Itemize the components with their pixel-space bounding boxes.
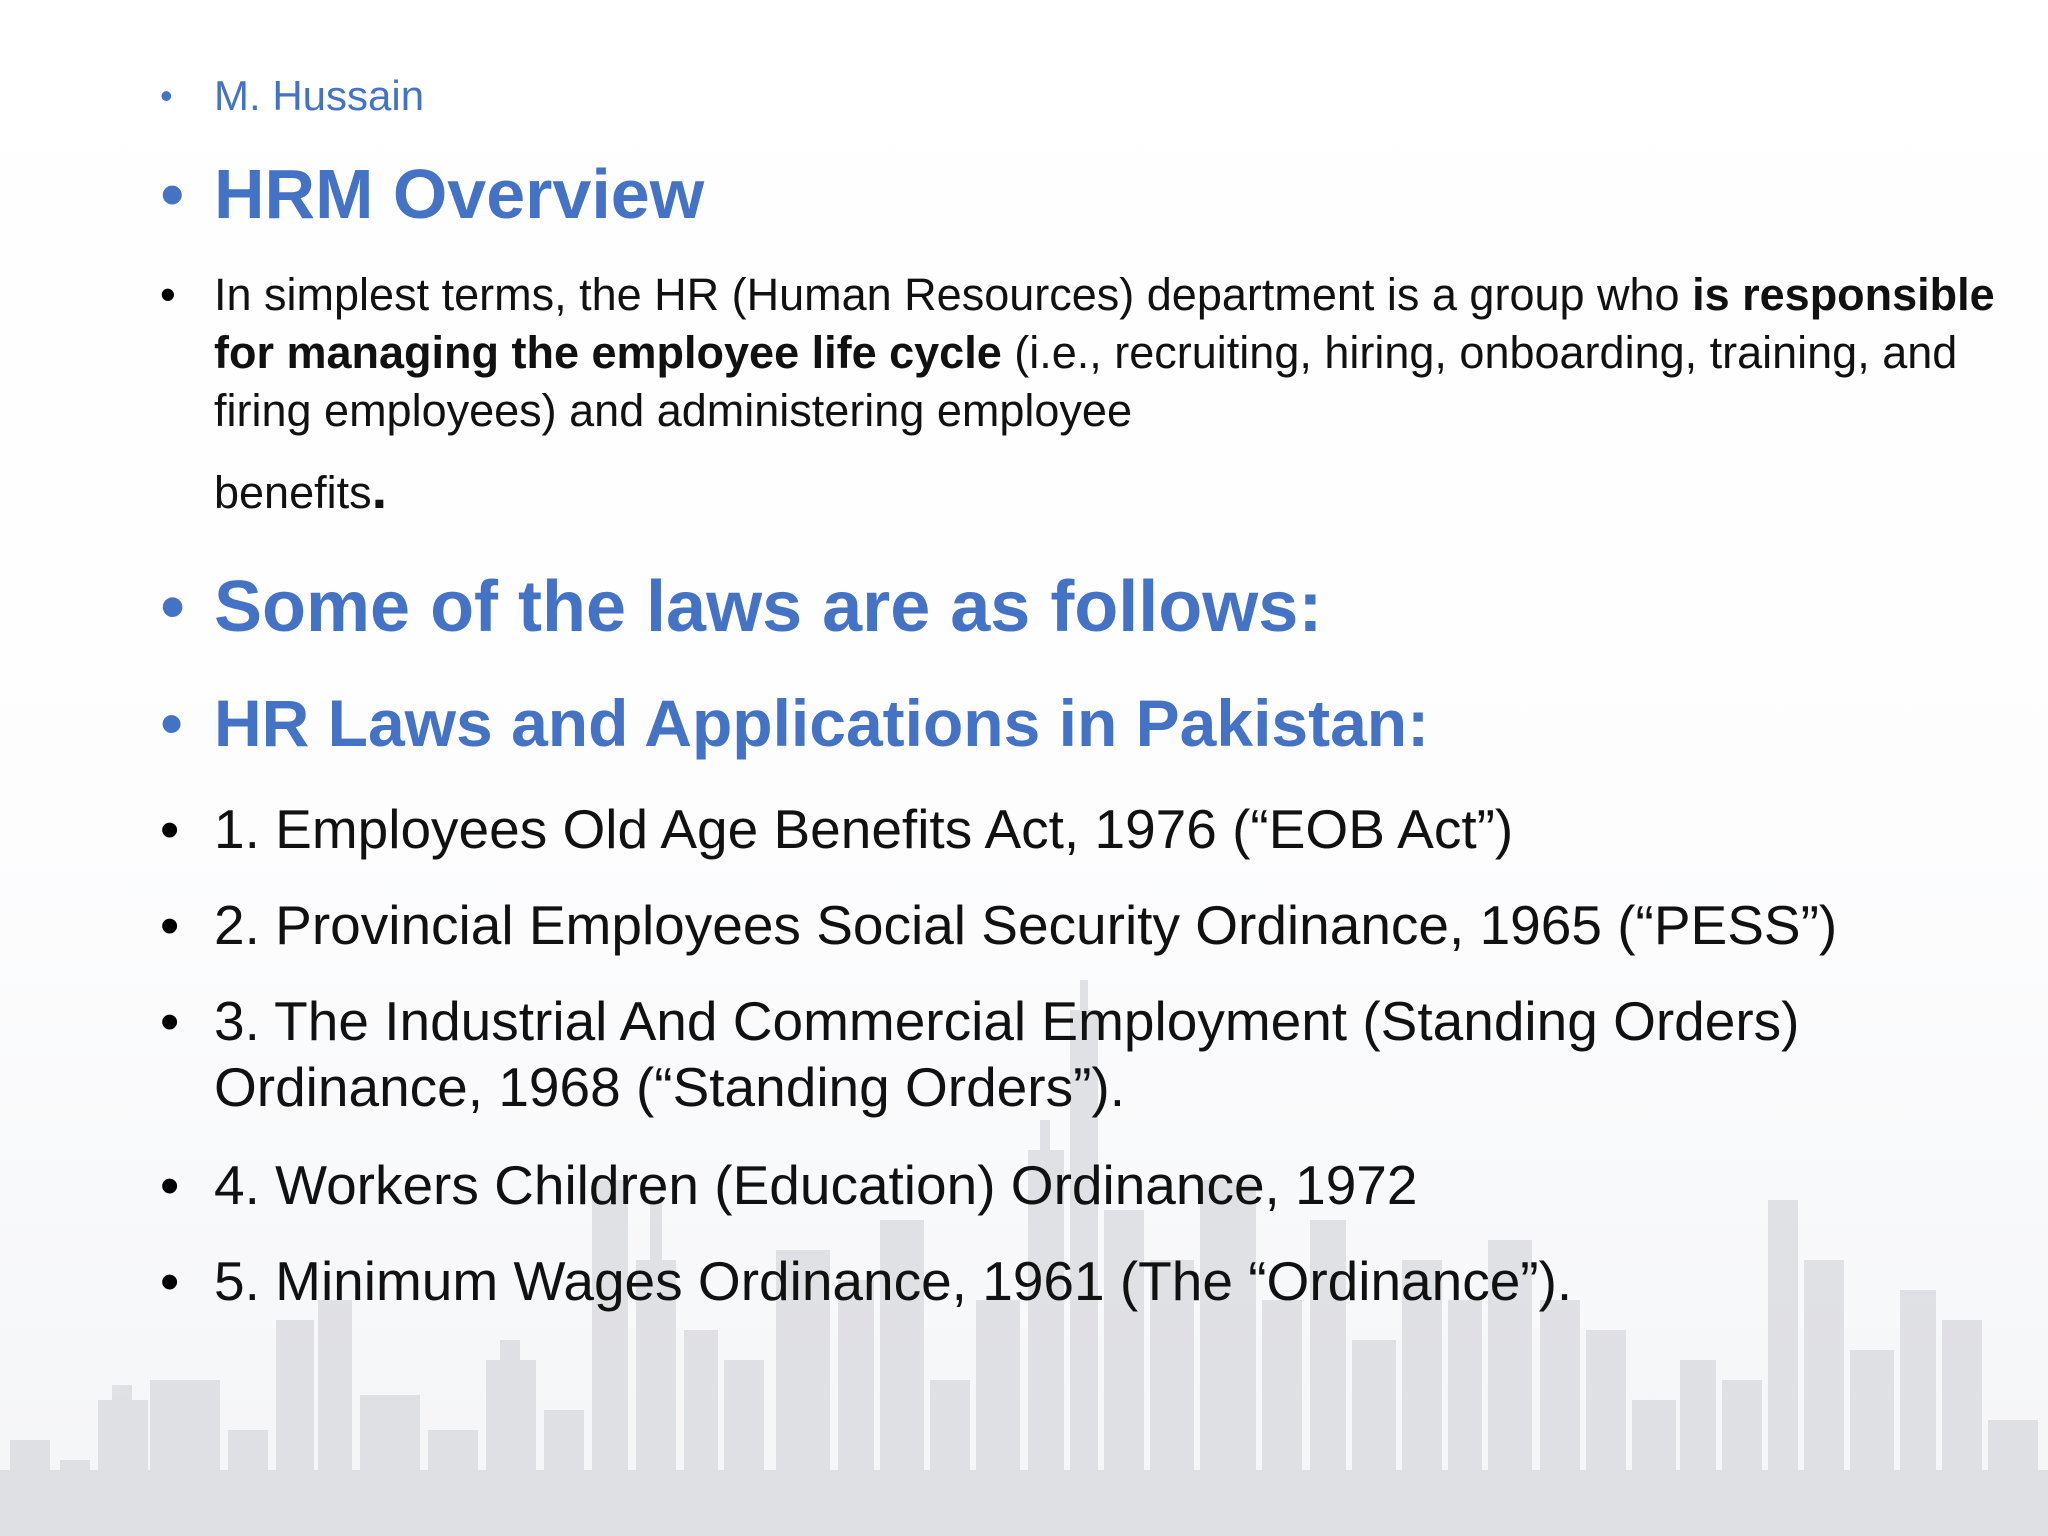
bullet-icon: • <box>160 798 180 860</box>
law-item-text: 1. Employees Old Age Benefits Act, 1976 (“EOB Act”) <box>214 798 1514 860</box>
bullet-icon: • <box>160 155 185 233</box>
paragraph-text-1: In simplest terms, the HR (Human Resources) department is a group who <box>214 269 1693 320</box>
bullet-icon: • <box>160 1250 180 1312</box>
paragraph-text-3: benefits <box>214 467 372 518</box>
bullet-icon: • <box>160 990 180 1052</box>
paragraph-text-2: (i.e., recruiting, hiring, onboarding, training, and firing employees) and administering employee <box>214 327 1958 436</box>
bullet-icon: • <box>160 75 173 116</box>
law-item-text: 5. Minimum Wages Ordinance, 1961 (The “Ordinance”). <box>214 1250 1573 1312</box>
hr-definition-paragraph <box>214 266 2014 522</box>
bullet-icon: • <box>160 686 184 760</box>
overview-heading: HRM Overview <box>214 155 705 233</box>
bullet-icon: • <box>160 1154 180 1216</box>
law-item-text: 2. Provincial Employees Social Security Ordinance, 1965 (“PESS”) <box>214 894 1838 956</box>
bullet-icon: • <box>160 269 176 320</box>
bullet-icon: • <box>160 894 180 956</box>
bullet-icon: • <box>160 567 186 647</box>
law-item-text: 4. Workers Children (Education) Ordinance, 1972 <box>214 1154 1418 1216</box>
paragraph-end-mark: . <box>371 457 388 520</box>
paragraph-last-line <box>214 457 2014 522</box>
pakistan-heading: HR Laws and Applications in Pakistan: <box>214 686 1430 760</box>
law-item-text: 3. The Industrial And Commercial Employment (Standing Orders) Ordinance, 1968 (“Standing Orders”). <box>214 990 1800 1118</box>
laws-heading: Some of the laws are as follows: <box>214 567 1323 647</box>
paragraph-bold-text: is responsible for managing the employee life cycle <box>214 269 1995 378</box>
author-name: M. Hussain <box>214 72 425 119</box>
